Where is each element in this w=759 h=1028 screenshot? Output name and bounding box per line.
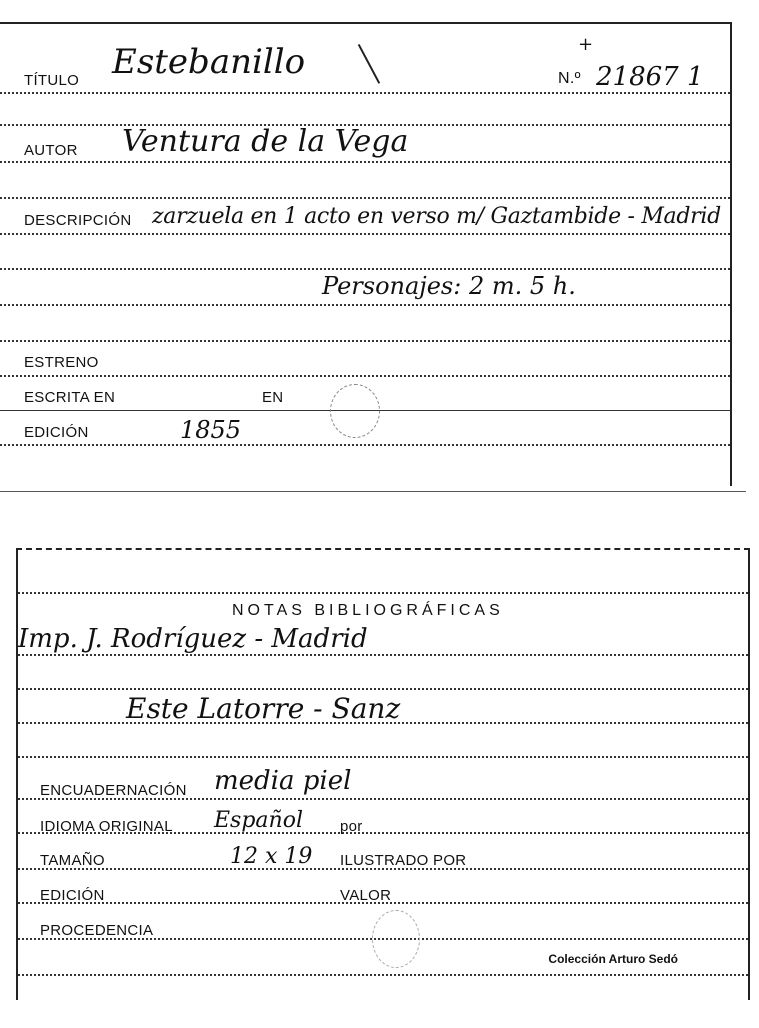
catalog-card-bottom [16, 548, 750, 1000]
cross-mark: + [578, 34, 594, 55]
ilustrado-label: ILUSTRADO POR [340, 852, 467, 869]
en-label: EN [262, 389, 284, 406]
estreno-label: ESTRENO [24, 354, 99, 371]
notas-title: NOTAS BIBLIOGRÁFICAS [232, 602, 504, 619]
titulo-value: Estebanillo [112, 42, 306, 82]
rule-line [18, 654, 748, 656]
pen-stroke [358, 44, 380, 84]
rule-line [18, 974, 748, 976]
rule-line [0, 233, 730, 235]
rule-line [0, 161, 730, 163]
idioma-value: Español [214, 808, 303, 833]
rule-line [18, 756, 748, 758]
punch-hole [330, 384, 380, 438]
descripcion-label: DESCRIPCIÓN [24, 212, 132, 229]
rule-line [18, 688, 748, 690]
edicion-label: EDICIÓN [24, 424, 89, 441]
edicion-label-bottom: EDICIÓN [40, 887, 105, 904]
procedencia-label: PROCEDENCIA [40, 922, 154, 939]
rule-line [0, 444, 730, 446]
escrita-label: ESCRITA EN [24, 389, 116, 406]
rule-line [0, 92, 730, 94]
nota-line-2: Este Latorre - Sanz [126, 692, 401, 725]
numero-label: N.º [558, 70, 581, 87]
nota-line-1: Imp. J. Rodríguez - Madrid [18, 624, 368, 654]
autor-value: Ventura de la Vega [122, 124, 409, 159]
titulo-label: TÍTULO [24, 72, 80, 89]
rule-line [0, 304, 730, 306]
autor-label: AUTOR [24, 142, 78, 159]
punch-hole [372, 910, 420, 968]
por-label: por [340, 818, 363, 835]
collection-credit: Colección Arturo Sedó [548, 952, 678, 966]
encuadernacion-value: media piel [214, 766, 352, 796]
card-edge [0, 491, 746, 492]
rule-line [18, 592, 748, 594]
rule-line [0, 268, 730, 270]
idioma-label: IDIOMA ORIGINAL [40, 818, 173, 835]
rule-line [0, 197, 730, 199]
tamano-value: 12 x 19 [230, 844, 313, 869]
tamano-label: TAMAÑO [40, 852, 105, 869]
encuadernacion-label: ENCUADERNACIÓN [40, 782, 187, 799]
personajes-value: Personajes: 2 m. 5 h. [322, 272, 576, 300]
descripcion-value: zarzuela en 1 acto en verso m/ Gaztambide - Madrid [152, 204, 721, 229]
valor-label: VALOR [340, 887, 392, 904]
numero-value: 21867 1 [596, 62, 704, 92]
rule-line [0, 375, 730, 377]
rule-line [0, 340, 730, 342]
edicion-value: 1855 [180, 416, 242, 444]
catalog-card-top [0, 22, 732, 486]
